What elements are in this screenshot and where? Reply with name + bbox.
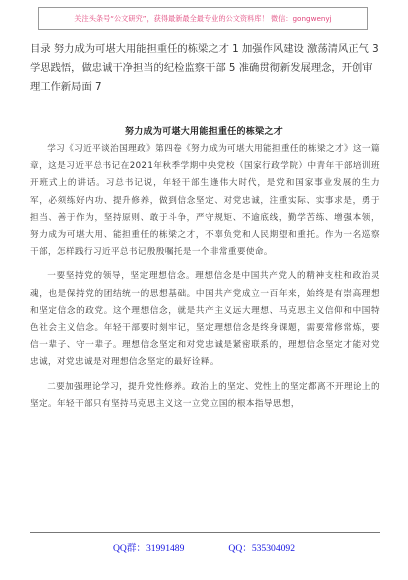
- footer-divider: [30, 532, 380, 533]
- promo-banner-text: 关注头条号“公文研究”，获得最新最全最专业的公文资料库！ 微信：gongwenyj: [74, 13, 332, 23]
- footer-qq: QQ：535304092: [228, 543, 296, 554]
- article-body: [30, 141, 380, 420]
- article-title: 努力成为可堪大用能担重任的栋梁之才: [124, 127, 284, 137]
- page-footer: [0, 540, 408, 554]
- paragraph: 学习《习近平谈治国理政》第四卷《努力成为可堪大用能担重任的栋梁之才》这一篇章，这是习近平总书记在2021年秋季学期中央党校（国家行政学院）中青年干部培训班开班式上的讲话。习总书记说，年轻干部生逢伟大时代，是党和国家事业发展的生力军，必须练好内功、提升修养，做到信念坚定、对党忠诚，注重实际、实事求是，勇于担当、善于作为，坚持原则、敢于斗争，严守规矩、不逾底线，勤学苦练、增强本领，努力成为可堪大用、能担重任的栋梁之才，不辜负党和人民期望和重托。作为一名巡察干部，怎样践行习近平总书记殷殷嘱托是一个非常重要使命。: [30, 144, 380, 258]
- paragraph: 一要坚持党的领导，坚定理想信念。理想信念是中国共产党人的精神支柱和政治灵魂，也是保持党的团结统一的思想基础。中国共产党成立一百年来，始终是有崇高理想和坚定信念的政党。这个理想信念，就是共产主义远大理想、马克思主义信仰和中国特色社会主义信念。年轻干部要时刻牢记，坚定理想信念是终身课题，需要常修常炼，要信一辈子、守一辈子。理想信念坚定和对党忠诚是紧密联系的，理想信念坚定才能对党忠诚，对党忠诚是对理想信念坚定的最好诠释。: [30, 271, 380, 368]
- promo-banner: [38, 7, 368, 30]
- paragraph: 二要加强理论学习，提升党性修养。政治上的坚定、党性上的坚定都离不开理论上的坚定。年轻干部只有坚持马克思主义这一立党立国的根本指导思想，: [30, 381, 380, 409]
- footer-qq-group: QQ群：31991489: [112, 543, 185, 554]
- table-of-contents: 目录 努力成为可堪大用能担重任的栋梁之才 1 加强作风建设 激荡清风正气 3 学思践悟，做忠诚干净担当的纪检监察干部 5 准确贯彻新发展理念，开创审理工作新局面 7: [30, 43, 379, 93]
